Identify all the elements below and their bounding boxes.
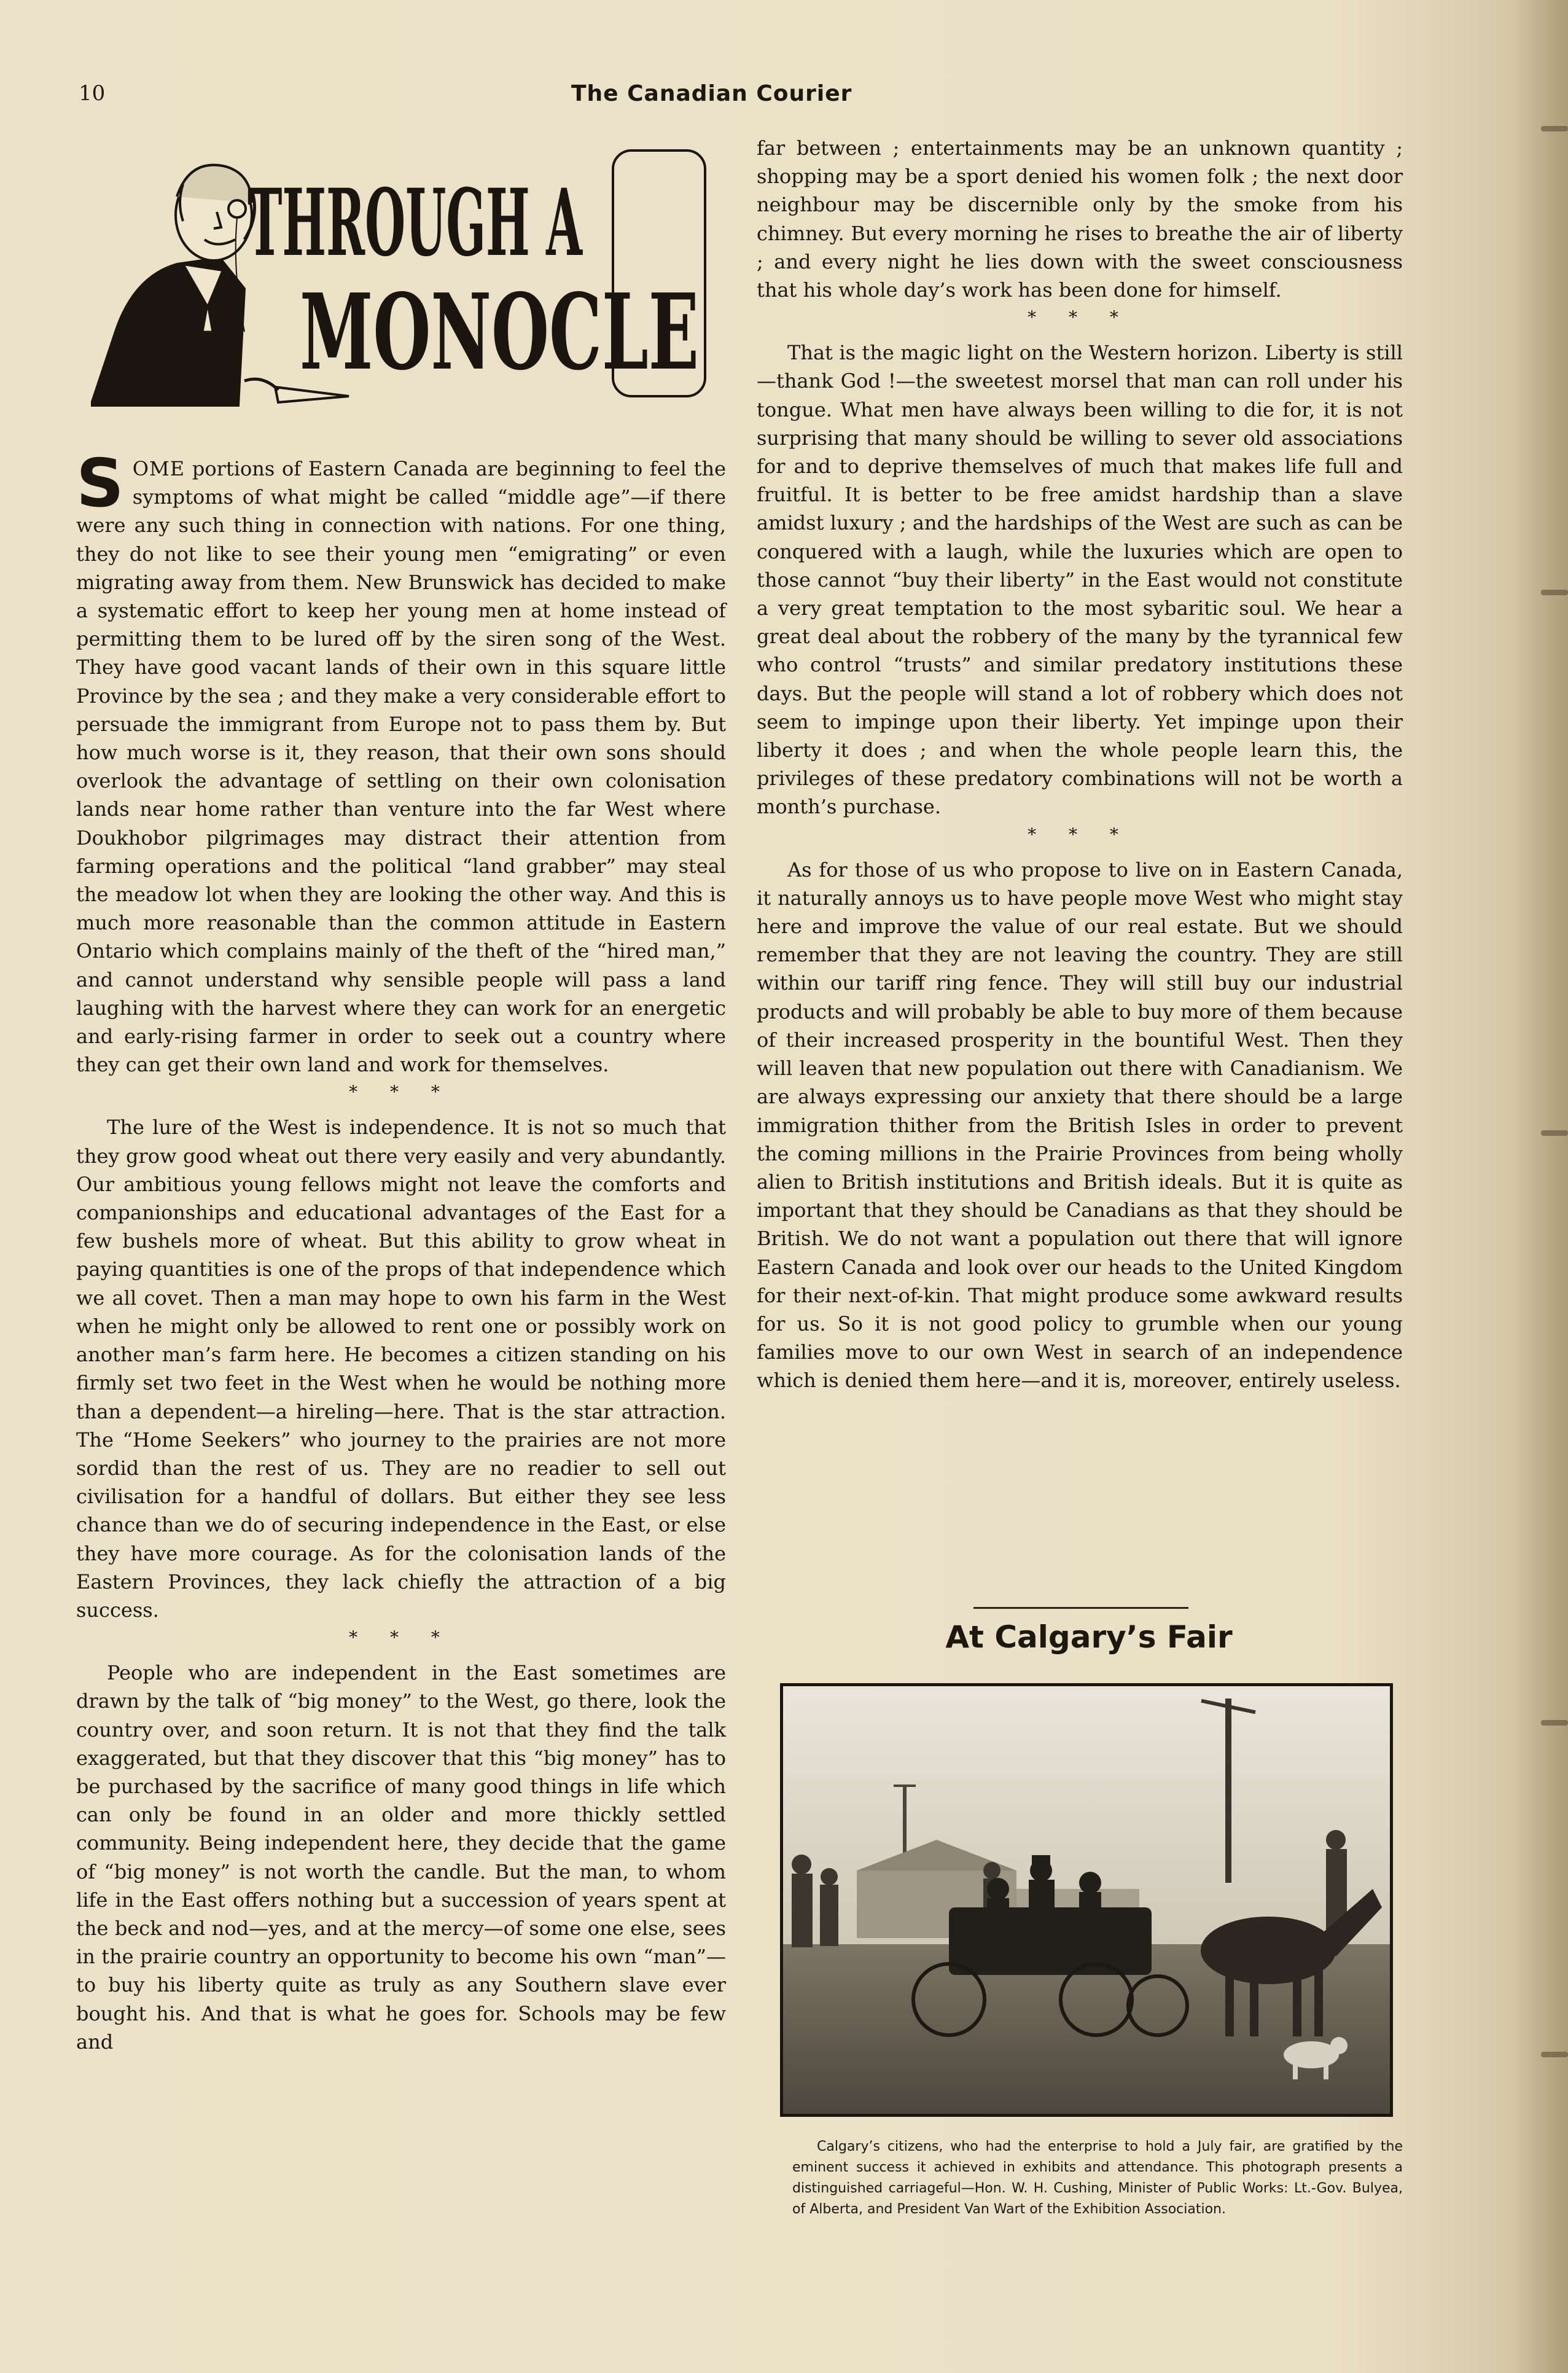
left-column <box>76 445 726 2056</box>
page-edge-mark <box>1541 590 1568 595</box>
article-paragraph: The lure of the West is independence. It is not so much that they grow good wheat out there very easily and very abundantly. Our ambitious young fellows might not leave the comforts and companionships and educational advantages of the East for a few bushels more of wheat. But this ability to grow wheat in paying quantities is one of the props of that independence which we all covet. Then a man may hope to own his farm in the West when he might only be allowed to rent one or possibly work on another man’s farm here. He becomes a citizen standing on his firmly set two feet in the West when he would be nothing more than a dependent—a hireling—here. That is the star attraction. The “Home Seekers” who journey to the prairies are not more sordid than the rest of us. They are no readier to sell out civilisation for a handful of dollars. But either they see less chance than we do of securing independence in the East, or else they have more courage. As for the colonisation lands of the Eastern Provinces, they lack chiefly the attraction of a big success. <box>76 1116 726 1622</box>
paragraph-text: portions of Eastern Canada are beginning to feel the symptoms of what might be called “middle age”—if there were any such thing in connection with nations. For one thing, they do not like to see their young men “emigrating” or even migrating away from them. New Brunswick has decided to make a systematic effort to keep her young men at home instead of permitting them to be lured off by the siren song of the West. They have good vacant lands of their own in this square little Province by the sea ; and they make a very considerable effort to persuade the immigrant from Europe not to pass them by. But how much worse is it, they reason, that their own sons should overlook the advantage of settling on their own colonisation lands near home rather than venture into the far West where Doukhobor pilgrimages may distract their attention from farming operations and the political “land grabber” may steal the meadow lot when they are looking the other way. And this is much more reasonable than the common attitude in Eastern Ontario which complains mainly of the theft of the “hired man,” and cannot understand why sensible people will pass a land laughing with the harvest where they can work for an energetic and early-rising farmer in order to seek out a country where they can get their own land and work for themselves. <box>76 457 726 1077</box>
article-paragraph <box>76 445 726 1079</box>
section-rule <box>973 1607 1188 1609</box>
photo-illustration <box>783 1686 1390 2114</box>
title-lettering <box>248 169 699 394</box>
page-edge-mark <box>1541 1130 1568 1136</box>
article-paragraph: That is the magic light on the Western horizon. Liberty is still—thank God !—the sweetest morsel that man can roll under his tongue. What men have always been willing to die for, it is not surprising that many should be willing to sever old associations for and to deprive themselves of much that makes life full and fruitful. It is better to be free amidst hardship than a slave amidst luxury ; and the hardships of the West are such as can be conquered with a laugh, while the luxuries which are open to those cannot “buy their liberty” in the East would not constitute a very great temptation to the most sybaritic soul. We hear a great deal about the robbery of the many by the tyrannical few who control “trusts” and similar predatory institutions these days. But the people will stand a lot of robbery which does not seem to impinge upon their liberty. Yet impinge upon their liberty it does ; and when the whole people learn this, the privileges of these predatory combinations will not be worth a month’s purchase. <box>757 341 1403 819</box>
title-line-2: MONOCLE <box>300 271 699 394</box>
article-paragraph: People who are independent in the East sometimes are drawn by the talk of “big money” to the West, go there, look the country over, and soon return. It is not that they find the talk exaggerated, but that they discover that this “big money” has to be purchased by the sacrifice of many good things in life which can only be found in an older and more thickly settled community. Being independent here, they decide that the game of “big money” is not worth the candle. But the man, to whom life in the East offers nothing but a succession of years spent at the beck and nod—yes, and at the mercy—of some one else, sees in the prairie country an opportunity to become his own “man”—to buy his liberty quite as truly as any Southern slave ever bought his. And that is what he goes for. Schools may be few and <box>76 1661 726 2054</box>
section-separator: * * * <box>349 1627 453 1648</box>
page-edge-mark <box>1541 126 1568 131</box>
photo-caption: Calgary’s citizens, who had the enterprise to hold a July fair, are gratified by the eminent success it achieved in exhibits and attendance. This photograph presents a distinguished carriageful—Hon. W. H. Cushing, Minister of Public Works: Lt.-Gov. Bulyea, of Alberta, and President Van Wart of the Exhibition Association. <box>792 2139 1403 2217</box>
section-separator: * * * <box>349 1082 453 1103</box>
article-paragraph: far between ; entertainments may be an unknown quantity ; shopping may be a sport denied his women folk ; the next door neighbour may be discernible only by the smoke from his chimney. But every morning he rises to breathe the air of liberty ; and every night he lies down with the sweet consciousness that his whole day’s work has been done for himself. <box>757 136 1403 302</box>
lead-smallcaps: OME <box>132 457 185 480</box>
right-column <box>757 134 1403 1395</box>
title-line-1: THROUGH A <box>248 169 583 277</box>
page-number: 10 <box>79 81 106 106</box>
calgary-fair-photo <box>780 1683 1393 2117</box>
page-edge-mark <box>1541 2052 1568 2057</box>
running-head: The Canadian Courier <box>571 81 852 106</box>
fair-section-title: At Calgary’s Fair <box>945 1619 1233 1655</box>
page-edge-mark <box>1541 1720 1568 1726</box>
page-edge-shadow <box>1513 0 1568 2373</box>
drop-cap: S <box>76 445 124 522</box>
section-separator: * * * <box>1028 824 1132 845</box>
through-a-monocle-header <box>91 147 711 418</box>
section-separator: * * * <box>1028 307 1132 328</box>
article-paragraph: As for those of us who propose to live on in Eastern Canada, it naturally annoys us to have people move West who might stay here and improve the value of our real estate. But we should remember that they are not leaving the country. They are still within our tariff ring fence. They will still buy our industrial products and will probably be able to buy more of them because of their increased prosperity in the bountiful West. Then they will leaven that new population out there with Canadianism. We are always expressing our anxiety that there should be a large immigration thither from the British Isles in order to prevent the coming millions in the Prairie Provinces from being wholly alien to British institutions and British ideals. But it is quite as important that they should be Canadians as that they should be British. We do not want a population out there that will ignore Eastern Canada and look over our heads to the United Kingdom for their next-of-kin. That might produce some awkward results for us. So it is not good policy to grumble when our young families move to our own West in search of an independence which is denied them here—and it is, moreover, entirely useless. <box>757 858 1403 1393</box>
